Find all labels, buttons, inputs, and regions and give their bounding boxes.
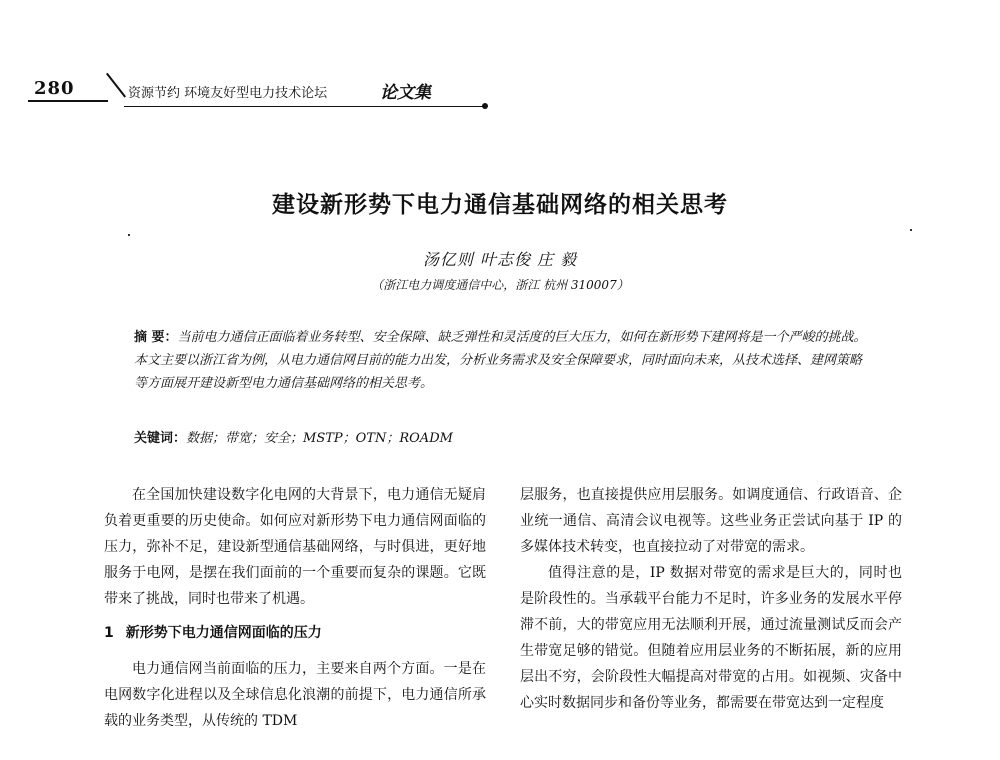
abstract-label: 摘 要： (134, 330, 178, 345)
section-1-number: 1 (104, 625, 114, 641)
header-rule-dot (482, 103, 488, 109)
speck-right (910, 229, 912, 231)
affiliation: （浙江电力调度通信中心，浙江 杭州 310007） (371, 278, 629, 292)
body-column-right (520, 482, 902, 716)
collection-name: 论文集 (380, 83, 431, 103)
abstract (134, 326, 874, 395)
running-header (28, 72, 488, 112)
authors: 汤亿则 叶志俊 庄 毅 (422, 250, 578, 269)
header-rule-right (124, 106, 484, 107)
body-column-left (104, 482, 486, 734)
speck-left (128, 234, 130, 236)
section-1-paragraph: 电力通信网当前面临的压力，主要来自两个方面。一是在电网数字化进程以及全球信息化浪潮的前提下，电力通信所承载的业务类型，从传统的 TDM (104, 661, 486, 729)
section-1-title: 新形势下电力通信网面临的压力 (125, 625, 322, 641)
page-number: 280 (34, 78, 75, 99)
keywords (134, 429, 874, 449)
abstract-text: 当前电力通信正面临着业务转型、安全保障、缺乏弹性和灵活度的巨大压力，如何在新形势下建网将是一个严峻的挑战。本文主要以浙江省为例，从电力通信网目前的能力出发，分析业务需求及安全保障要求，同时面向未来，从技术选择、建网策略等方面展开建设新型电力通信基础网络的相关思考。 (134, 330, 867, 391)
intro-paragraph: 在全国加快建设数字化电网的大背景下，电力通信无疑肩负着更重要的历史使命。如何应对新形势下电力通信网面临的压力，弥补不足，建设新型通信基础网络，与时俱进，更好地服务于电网，是摆在我们面前的一个重要而复杂的课题。它既带来了挑战，同时也带来了机遇。 (104, 487, 486, 607)
continued-paragraph: 层服务，也直接提供应用层服务。如调度通信、行政语音、企业统一通信、高清会议电视等。这些业务正尝试向基于 IP 的多媒体技术转变，也直接拉动了对带宽的需求。 (520, 487, 902, 555)
bandwidth-paragraph: 值得注意的是，IP 数据对带宽的需求是巨大的，同时也是阶段性的。当承载平台能力不足时，许多业务的发展水平停滞不前，大的带宽应用无法顺利开展，通过流量测试反而会产生带宽足够的错觉。但随着应用层业务的不断拓展，新的应用层出不穷，会阶段性大幅提高对带宽的占用。如视频、灾备中心实时数据同步和备份等业务，都需要在带宽达到一定程度 (520, 565, 902, 711)
paper-title: 建设新形势下电力通信基础网络的相关思考 (272, 191, 728, 218)
section-1-heading (104, 620, 486, 646)
header-rule-left (28, 100, 108, 102)
keywords-list: 数据；带宽；安全；MSTP；OTN；ROADM (186, 431, 453, 446)
header-slash (106, 73, 126, 98)
forum-title: 资源节约 环境友好型电力技术论坛 (128, 86, 328, 101)
keywords-label: 关键词： (134, 431, 187, 446)
